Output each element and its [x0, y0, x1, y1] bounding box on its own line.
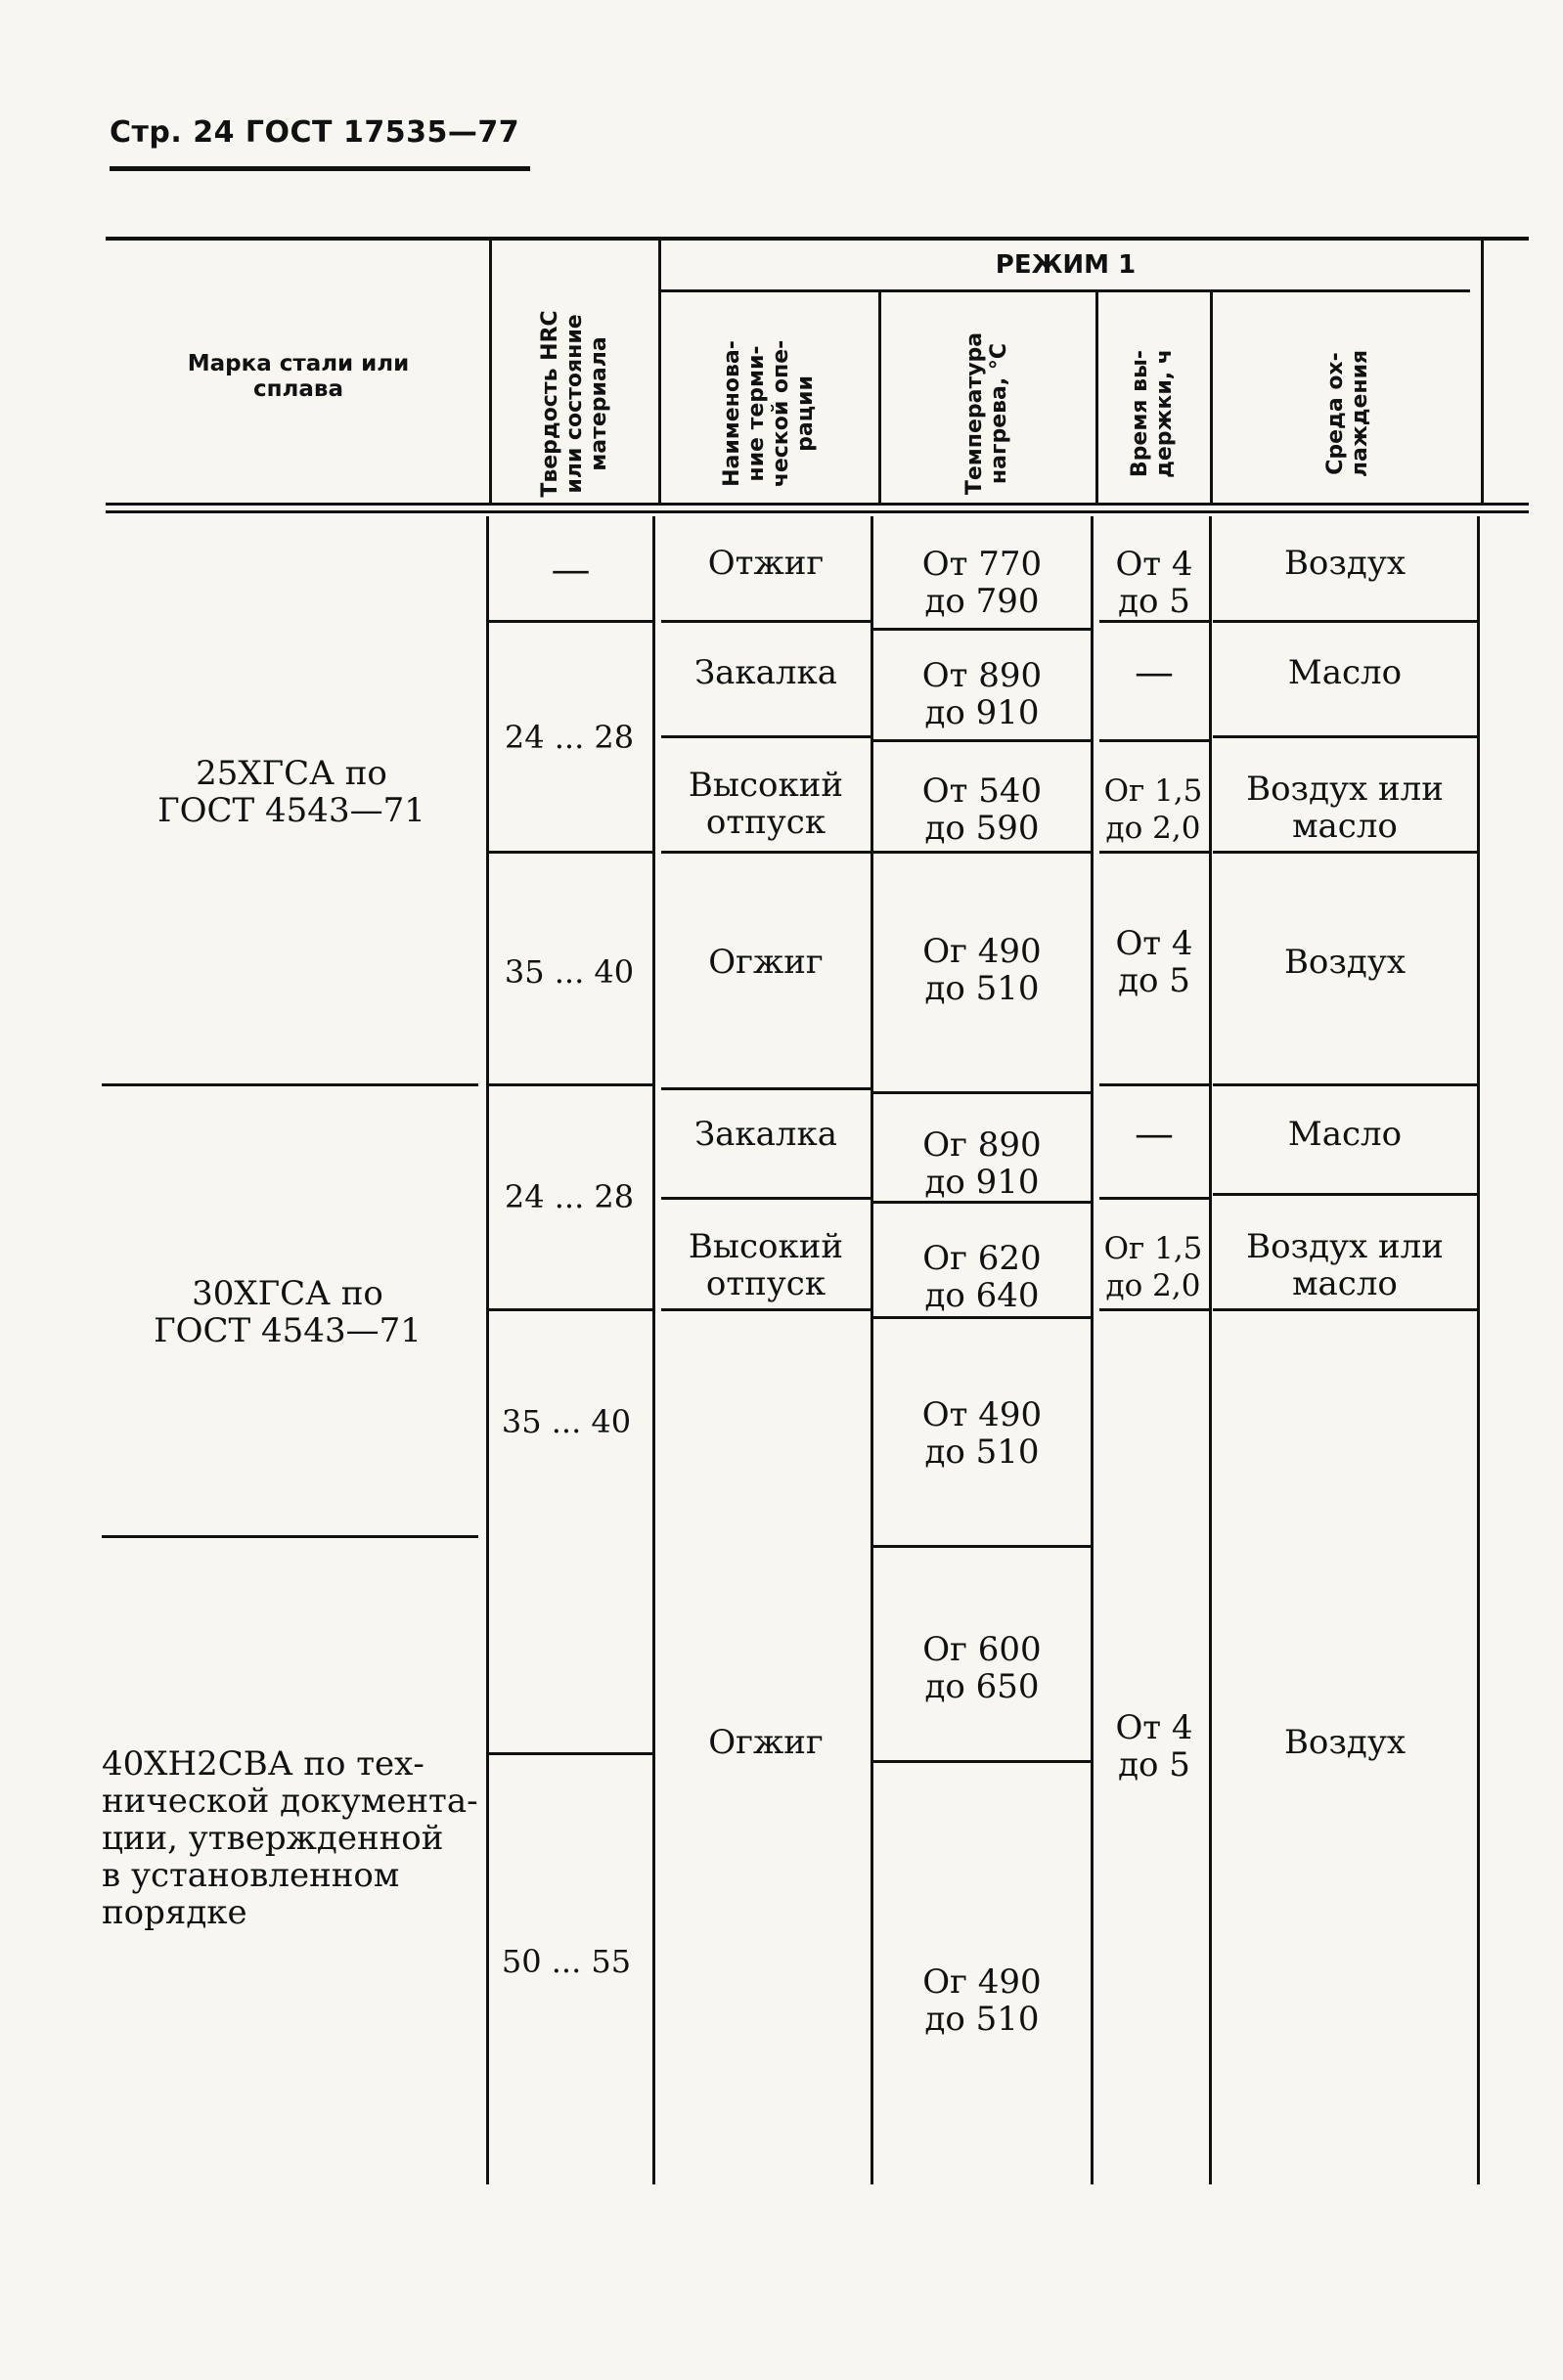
temperature-separator — [873, 851, 1091, 854]
table-top-rule — [106, 237, 1529, 241]
hold-separator — [1099, 1308, 1209, 1311]
cooling-cell: Воздух или масло — [1246, 1227, 1444, 1303]
cooling-separator — [1213, 851, 1477, 854]
header-steel-grade: Марка стали или сплава — [187, 351, 410, 402]
steel-grade-cell: 30ХГСА по ГОСТ 4543—71 — [154, 1274, 422, 1350]
hold-separator — [1099, 1197, 1209, 1200]
temperature-cell: Ог 890 до 910 — [922, 1125, 1042, 1202]
temperature-cell: Ог 620 до 640 — [922, 1239, 1042, 1315]
operation-cell: Огжиг — [708, 1723, 824, 1762]
cooling-separator — [1213, 1308, 1477, 1311]
cooling-separator — [1213, 1083, 1477, 1086]
hardness-cell: 50 ... 55 — [501, 1943, 632, 1980]
cooling-separator — [1213, 1193, 1477, 1196]
hold-time-cell: От 4 до 5 — [1115, 545, 1193, 621]
hardness-separator — [489, 1752, 652, 1755]
operation-cell: Отжиг — [707, 544, 825, 583]
header-hold-time: Время вы- держки, ч — [1128, 349, 1177, 478]
body-divider-temperature — [1091, 516, 1094, 2184]
header-mode: РЕЖИМ 1 — [995, 250, 1137, 280]
cooling-separator — [1213, 620, 1477, 623]
header-divider-6 — [1481, 241, 1484, 505]
grade-separator-1 — [102, 1083, 478, 1086]
temperature-cell: От 490 до 510 — [921, 1395, 1043, 1472]
hardness-separator — [489, 620, 652, 623]
temperature-cell: Ог 490 до 510 — [922, 932, 1042, 1008]
hardness-separator — [489, 851, 652, 854]
temperature-separator — [873, 1091, 1091, 1094]
header-hardness: Твердость HRC или состояние материала — [537, 310, 611, 498]
hold-time-cell: — — [1135, 1112, 1174, 1157]
temperature-separator — [873, 1316, 1091, 1319]
cooling-cell: Масло — [1287, 1115, 1403, 1154]
hold-time-cell: — — [1135, 650, 1174, 695]
operation-cell: Закалка — [693, 653, 838, 692]
hardness-cell: — — [551, 548, 591, 593]
hardness-cell: 35 ... 40 — [504, 953, 635, 991]
operation-separator — [661, 851, 871, 854]
operation-cell: Высокий отпуск — [688, 766, 844, 842]
cooling-cell: Масло — [1287, 653, 1403, 692]
temperature-cell: От 770 до 790 — [921, 545, 1043, 621]
temperature-separator — [873, 1760, 1091, 1763]
body-divider-hold — [1209, 516, 1212, 2184]
temperature-cell: Ог 600 до 650 — [922, 1630, 1042, 1706]
hold-separator — [1099, 739, 1209, 742]
cooling-cell: Воздух — [1283, 544, 1407, 583]
hold-time-cell: От 4 до 5 — [1115, 1708, 1193, 1785]
grade-separator-2 — [102, 1535, 478, 1538]
operation-cell: Закалка — [693, 1115, 838, 1154]
steel-grade-cell: 25ХГСА по ГОСТ 4543—71 — [157, 754, 425, 830]
header-operation: Наименова- ние терми- ческой опе- рации — [720, 339, 818, 488]
body-divider-operation — [871, 516, 873, 2184]
header-temperature: Температура нагрева, °С — [962, 331, 1011, 496]
temperature-separator — [873, 628, 1091, 631]
header-divider-5 — [1210, 291, 1213, 505]
operation-separator — [661, 1087, 871, 1090]
cooling-cell: Воздух — [1283, 1723, 1407, 1762]
header-divider-1 — [489, 241, 492, 505]
operation-separator — [661, 1197, 871, 1200]
cooling-cell: Воздух или масло — [1246, 770, 1444, 846]
header-cooling: Среда ох- лаждения — [1323, 349, 1372, 478]
operation-separator — [661, 620, 871, 623]
hardness-cell: 24 ... 28 — [504, 1178, 635, 1215]
hardness-separator — [489, 1083, 652, 1086]
operation-separator — [661, 1308, 871, 1311]
temperature-cell: Ог 490 до 510 — [922, 1962, 1042, 2039]
temperature-separator — [873, 739, 1091, 742]
temperature-cell: От 540 до 590 — [921, 771, 1043, 848]
operation-separator — [661, 735, 871, 738]
hold-separator — [1099, 851, 1209, 854]
mode-rule — [661, 289, 1470, 292]
cooling-separator — [1213, 735, 1477, 738]
hardness-cell: 24 ... 28 — [504, 719, 635, 756]
hold-time-cell: Ог 1,5 до 2,0 — [1103, 1231, 1203, 1303]
hardness-separator — [489, 1308, 652, 1311]
body-divider-right — [1477, 516, 1480, 2184]
header-divider-3 — [878, 291, 881, 505]
hold-time-cell: От 4 до 5 — [1115, 924, 1193, 1000]
hardness-cell: 35 ... 40 — [501, 1403, 632, 1440]
temperature-cell: От 890 до 910 — [921, 656, 1043, 732]
page-header: Стр. 24 ГОСТ 17535—77 — [110, 115, 520, 150]
hold-time-cell: Ог 1,5 до 2,0 — [1103, 773, 1203, 846]
cooling-cell: Воздух — [1283, 943, 1407, 982]
temperature-separator — [873, 1545, 1091, 1548]
operation-cell: Огжиг — [708, 943, 824, 982]
operation-cell: Высокий отпуск — [688, 1227, 844, 1303]
steel-grade-cell: 40ХН2СВА по тех- нической документа- ции, утвержденной в установленном порядке — [102, 1744, 478, 1932]
hold-separator — [1099, 1083, 1209, 1086]
